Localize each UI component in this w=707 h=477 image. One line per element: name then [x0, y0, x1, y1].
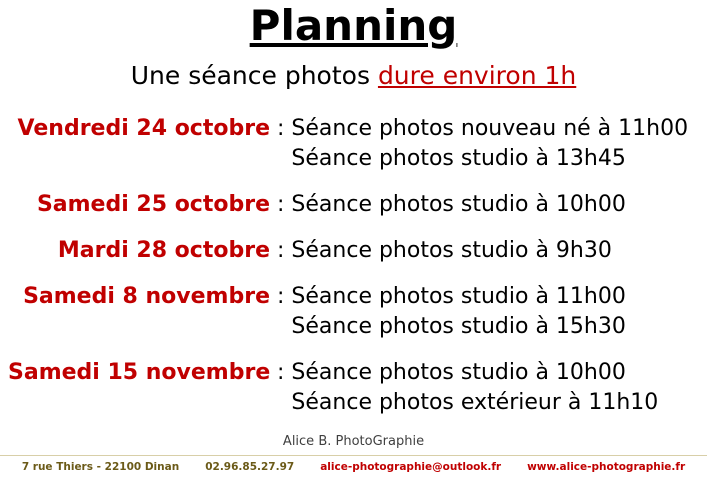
session-line: Séance photos studio à 10h00 — [291, 360, 626, 385]
entry-day: Samedi 25 octobre — [36, 192, 270, 217]
schedule-entry — [8, 114, 699, 174]
entry-day: Samedi 15 novembre — [8, 360, 271, 385]
footer-email[interactable]: alice-photographie@outlook.fr — [320, 461, 502, 473]
entry-day: Samedi 8 novembre — [23, 284, 270, 309]
entry-sessions — [291, 282, 699, 342]
schedule-entry — [8, 282, 699, 342]
footer-address: 7 rue Thiers - 22100 Dinan — [21, 461, 180, 473]
schedule-list — [0, 114, 707, 418]
subtitle-text: Une séance photos — [130, 61, 378, 90]
footer-website[interactable]: www.alice-photographie.fr — [527, 461, 686, 473]
session-line: Séance photos nouveau né à 11h00 — [291, 116, 689, 141]
session-line: Séance photos studio à 10h00 — [291, 192, 626, 217]
entry-sessions — [291, 236, 699, 266]
session-line: Séance photos studio à 13h45 — [291, 146, 626, 171]
session-line: Séance photos studio à 15h30 — [291, 314, 626, 339]
entry-separator: : — [277, 284, 285, 309]
schedule-entry — [8, 236, 699, 266]
page-title: Planning — [249, 1, 458, 50]
footer-phone: 02.96.85.27.97 — [205, 461, 295, 473]
schedule-entry — [8, 358, 699, 418]
entry-sessions — [291, 358, 699, 418]
session-line: Séance photos extérieur à 11h10 — [291, 390, 659, 415]
session-line: Séance photos studio à 11h00 — [291, 284, 626, 309]
entry-separator: : — [277, 116, 285, 141]
entry-day: Mardi 28 octobre — [57, 238, 270, 263]
entry-separator: : — [277, 238, 285, 263]
entry-sessions — [291, 190, 699, 220]
page-subtitle — [0, 60, 707, 92]
entry-sessions — [291, 114, 699, 174]
session-line: Séance photos studio à 9h30 — [291, 238, 612, 263]
schedule-entry — [8, 190, 699, 220]
footer-contact-bar — [0, 455, 707, 473]
planning-page — [0, 2, 707, 477]
entry-separator: : — [277, 360, 285, 385]
entry-separator: : — [277, 192, 285, 217]
entry-day: Vendredi 24 octobre — [17, 116, 270, 141]
signature: Alice B. PhotoGraphie — [282, 434, 425, 449]
subtitle-accent: dure environ 1h — [377, 61, 577, 90]
